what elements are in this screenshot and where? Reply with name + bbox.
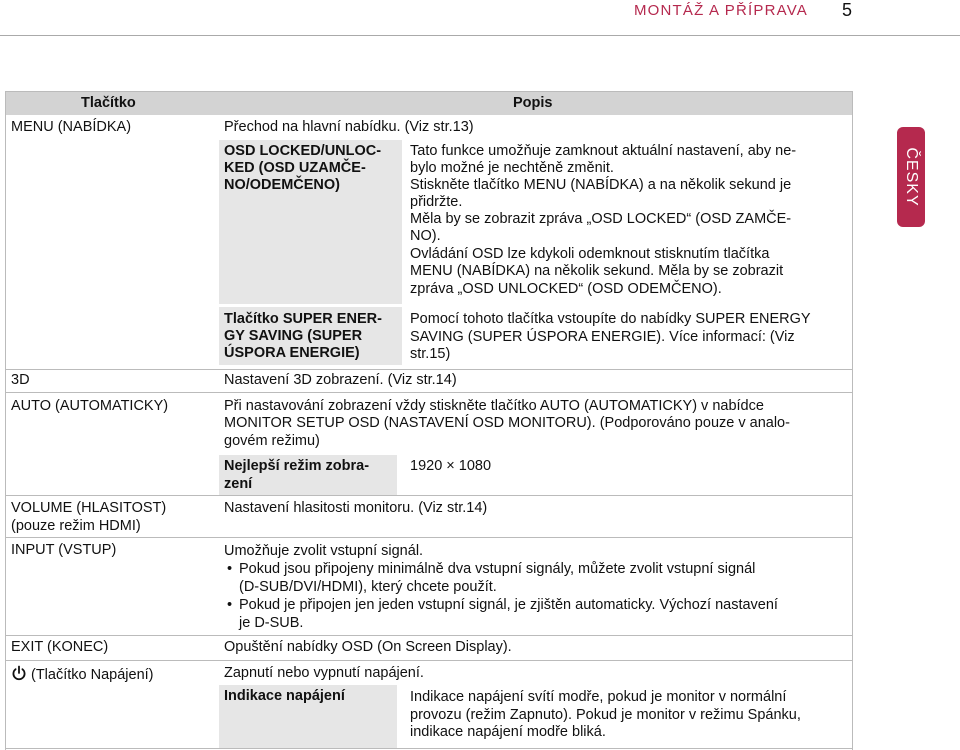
- power-indicator-label-cell: Indikace napájení: [219, 685, 397, 748]
- row-divider: [6, 660, 852, 661]
- best-mode-value: 1920 × 1080: [410, 458, 492, 474]
- power-description: Zapnutí nebo vypnutí napájení.: [224, 665, 424, 681]
- row-divider: [6, 369, 852, 370]
- page-number: 5: [841, 0, 852, 20]
- volume-button-label: VOLUME (HLASITOST): [11, 500, 167, 516]
- exit-button-label: EXIT (KONEC): [11, 639, 109, 655]
- input-bullet-1: • Pokud jsou připojeny minimálně dva vstupní signály, můžete zvolit vstupní signál: [239, 561, 755, 579]
- auto-button-label: AUTO (AUTOMATICKY): [11, 398, 169, 414]
- power-button-label: (Tlačítko Napájení): [11, 665, 154, 685]
- language-tab-label: ČESKY: [903, 147, 920, 207]
- row-divider: [6, 495, 852, 496]
- header-description-col: Popis: [513, 95, 553, 111]
- exit-description: Opuštění nabídky OSD (On Screen Display).: [224, 639, 512, 655]
- menu-description: Přechod na hlavní nabídku. (Viz str.13): [224, 119, 474, 135]
- header-divider: [0, 35, 960, 36]
- super-energy-label-cell: Tlačítko SUPER ENER- GY SAVING (SUPER ÚSPORA ENERGIE): [219, 307, 402, 365]
- button-description-table: Tlačítko Popis MENU (NABÍDKA) Přechod na hlavní nabídku. (Viz str.13) OSD LOCKED/UNLOC- KED (OSD UZAMČE- NO/ODEMČENO) Tato funkce umožňuje zamknout aktuální nastavení, aby ne- bylo možné je nechtěně změnit. Stiskněte tlačítko MENU (NABÍDKA) a na několik sekund je přidržte. Měla by se zobrazit zpráva „OSD LOCKED“ (OSD ZAMČE- NO). Ovládání OSD lze kdykoli odemknout stisknutím tlačítka MENU (NABÍDKA) na několik sekund. Měla by se zobrazit zpráva „OSD UNLOCKED“ (OSD ODEMČENO). Tlačítko SUPER ENER- GY SAVING (SUPER ÚSPORA ENERGIE) Pomocí tohoto tlačítka vstoupíte do nabídky SUPER ENERGY SAVING (SUPER ÚSPORA ENERGIE). Více informací: (Viz str.15) 3D Nastavení 3D zobrazení. (Viz str.14) AUTO (AUTOMATICKY) Při nastavování zobrazení vždy stiskněte tlačítko AUTO (AUTOMATICKY) v nabídce MONITOR SETUP OSD (NASTAVENÍ OSD MONITORU). (Podporováno pouze v analo- govém režimu) Nejlepší režim zobra- zení 1920 × 1080 VOLUME (HLASITOST) (pouze režim HDMI) Nastavení hlasitosti monitoru. (Viz str.14) INPUT (VSTUP) Umožňuje zvolit vstupní signál. • Pokud jsou připojeny minimálně dva vstupní signály, můžete zvolit vstupní signál (D-SUB/DVI/HDMI), který chcete použít. • Pokud je připojen jen jeden vstupní signál, je zjištěn automaticky. Výchozí nastavení je D-SUB. EXIT (KONEC) Opuštění nabídky OSD (On Screen Display). (Tlačítko Napájení) Zapnutí nebo vypnutí napájení. Indikace napájení Indikace napájení svítí modře, pokud je monitor v normální provozu (režim Zapnuto). Pokud je monitor v režimu Spánku, indikace napájení modře bliká.: [5, 91, 853, 750]
- 3d-description: Nastavení 3D zobrazení. (Viz str.14): [224, 372, 457, 388]
- table-bottom-border: [6, 748, 852, 749]
- input-bullet-1-cont: (D-SUB/DVI/HDMI), který chcete použít.: [239, 579, 497, 595]
- section-title: MONTÁŽ A PŘÍPRAVA: [633, 2, 808, 19]
- row-divider: [6, 537, 852, 538]
- table-header: [6, 91, 852, 115]
- power-icon: [11, 665, 27, 681]
- input-bullet-2: • Pokud je připojen jen jeden vstupní signál, je zjištěn automaticky. Výchozí nastavení: [239, 597, 778, 615]
- volume-description: Nastavení hlasitosti monitoru. (Viz str.14): [224, 500, 488, 516]
- input-bullet-2-cont: je D-SUB.: [239, 615, 304, 631]
- 3d-button-label: 3D: [11, 372, 30, 388]
- language-tab: [897, 127, 925, 227]
- best-mode-label-cell: Nejlepší režim zobra- zení: [219, 455, 397, 495]
- osd-lock-label-cell: OSD LOCKED/UNLOC- KED (OSD UZAMČE- NO/ODEMČENO): [219, 140, 402, 304]
- input-button-label: INPUT (VSTUP): [11, 542, 117, 558]
- input-description: Umožňuje zvolit vstupní signál.: [224, 543, 424, 559]
- row-divider: [6, 635, 852, 636]
- header-button-col: Tlačítko: [81, 95, 136, 111]
- volume-button-note: (pouze režim HDMI): [11, 518, 141, 534]
- row-divider: [6, 392, 852, 393]
- menu-button-label: MENU (NABÍDKA): [11, 119, 132, 135]
